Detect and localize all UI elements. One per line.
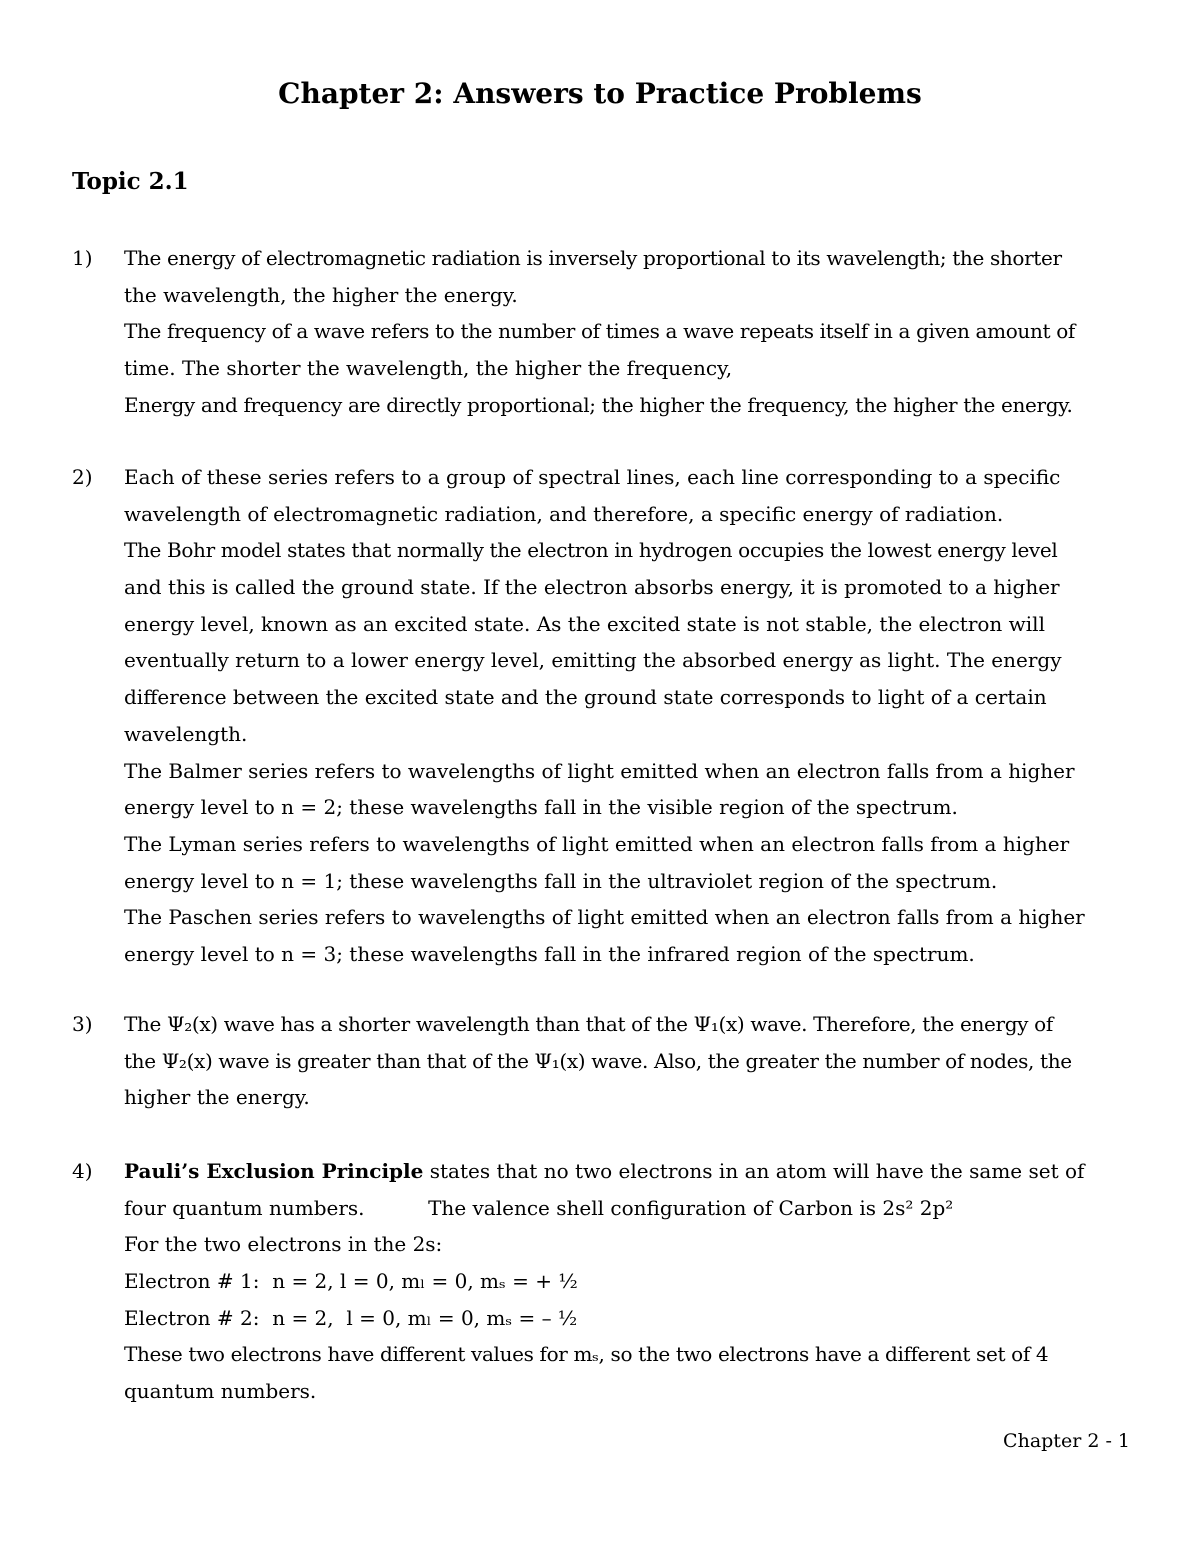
text-line: These two electrons have different values for mₛ, so the two electrons have a different set of 4 [124, 1342, 1049, 1367]
text-line: wavelength of electromagnetic radiation, and therefore, a specific energy of radiation. [124, 501, 1004, 526]
text-line: difference between the excited state and the ground state corresponds to light of a certain [124, 685, 1047, 710]
page-title: Chapter 2: Answers to Practice Problems [278, 77, 922, 110]
answer-3-text [124, 1006, 1134, 1116]
text-line: Electron # 1: n = 2, l = 0, mₗ = 0, mₛ = + ½ [124, 1269, 578, 1294]
text-line: Electron # 2: n = 2, l = 0, mₗ = 0, mₛ = – ½ [124, 1305, 578, 1330]
text-line: The energy of electromagnetic radiation is inversely proportional to its wavelength; the shorter [124, 246, 1062, 270]
answer-4-text [124, 1153, 1134, 1410]
text-line: For the two electrons in the 2s: [124, 1232, 443, 1257]
answer-2-text [124, 459, 1134, 973]
text-line: The Lyman series refers to wavelengths of light emitted when an electron falls from a higher [124, 831, 1070, 856]
text-line: energy level, known as an excited state. As the excited state is not stable, the electron will [124, 611, 1045, 636]
text-line: energy level to n = 2; these wavelengths fall in the visible region of the spectrum. [124, 795, 958, 820]
text-line: time. The shorter the wavelength, the higher the frequency, [124, 356, 733, 381]
text-line: The Bohr model states that normally the electron in hydrogen occupies the lowest energy level [124, 538, 1058, 563]
answer-4-number: 4) [72, 1159, 93, 1183]
text-fragment: states that no two electrons in an atom will have the same set of [423, 1159, 1085, 1183]
answer-1-number: 1) [72, 246, 93, 270]
text-line: four quantum numbers. The valence shell configuration of Carbon is 2s² 2p² [124, 1195, 954, 1220]
text-line: quantum numbers. [124, 1379, 317, 1404]
text-line: The frequency of a wave refers to the number of times a wave repeats itself in a given amount of [124, 319, 1075, 344]
text-line: energy level to n = 1; these wavelengths fall in the ultraviolet region of the spectrum. [124, 868, 998, 893]
text-line: The Balmer series refers to wavelengths of light emitted when an electron falls from a higher [124, 758, 1075, 783]
text-line: the wavelength, the higher the energy. [124, 282, 518, 307]
text-line [124, 1153, 1134, 1190]
text-line: eventually return to a lower energy level, emitting the absorbed energy as light. The energy [124, 648, 1062, 673]
text-line: the Ψ₂(x) wave is greater than that of the Ψ₁(x) wave. Also, the greater the number of nodes, the [124, 1048, 1072, 1073]
text-line: energy level to n = 3; these wavelengths fall in the infrared region of the spectrum. [124, 941, 975, 966]
text-line: wavelength. [124, 721, 248, 746]
text-line: The Ψ₂(x) wave has a shorter wavelength than that of the Ψ₁(x) wave. Therefore, the energy of [124, 1012, 1053, 1036]
text-line: The Paschen series refers to wavelengths of light emitted when an electron falls from a higher [124, 905, 1085, 930]
text-line: higher the energy. [124, 1085, 310, 1110]
answer-1-text [124, 240, 1134, 423]
topic-heading: Topic 2.1 [72, 168, 189, 195]
text-line: Energy and frequency are directly proportional; the higher the frequency, the higher the energy. [124, 392, 1073, 417]
text-line: and this is called the ground state. If the electron absorbs energy, it is promoted to a higher [124, 575, 1060, 600]
page-footer: Chapter 2 - 1 [1003, 1430, 1130, 1452]
answer-3-number: 3) [72, 1012, 93, 1036]
answer-2-number: 2) [72, 465, 93, 489]
text-line: Each of these series refers to a group of spectral lines, each line corresponding to a specific [124, 465, 1061, 489]
pauli-principle-term: Pauli’s Exclusion Principle [124, 1159, 424, 1183]
